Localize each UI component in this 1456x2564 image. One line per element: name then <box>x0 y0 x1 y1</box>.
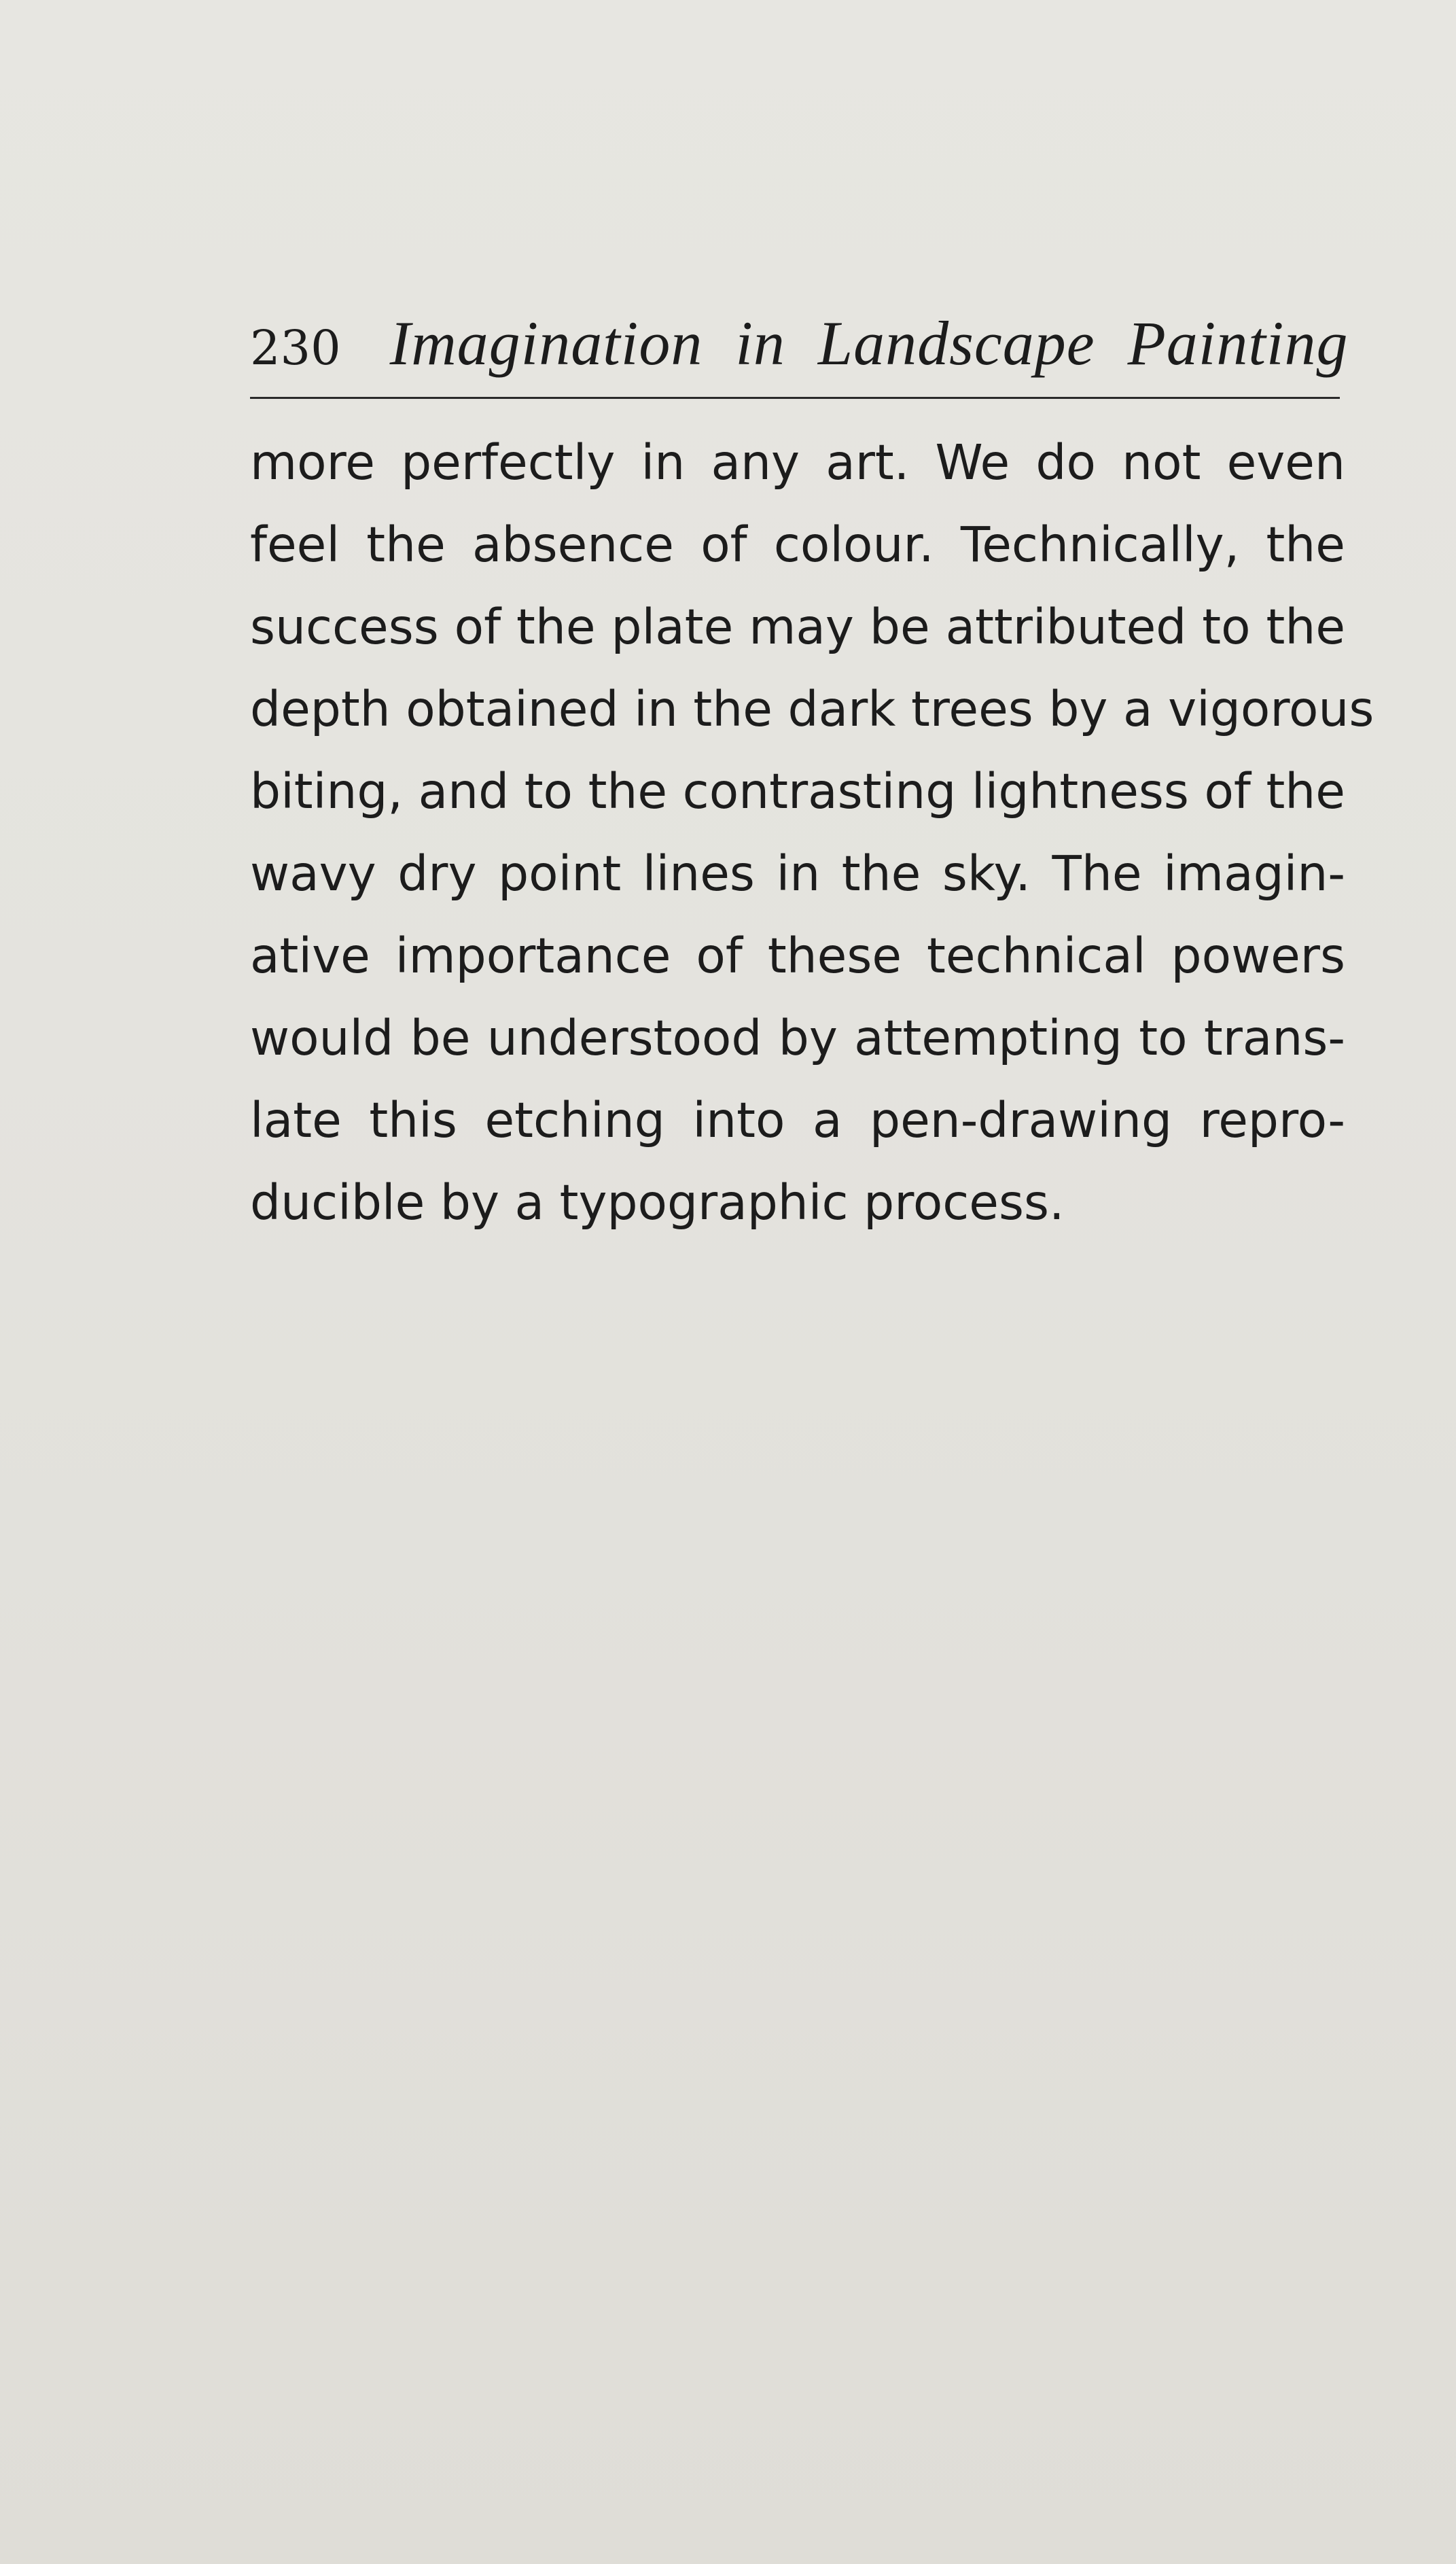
body-paragraph <box>250 421 1374 1244</box>
text-line: ative importance of these technical powers <box>250 928 1345 984</box>
running-head <box>250 307 1349 389</box>
text-line: late this etching into a pen-drawing repro- <box>250 1092 1345 1148</box>
text-line: would be understood by attempting to trans- <box>250 1010 1345 1066</box>
header-rule <box>250 397 1340 399</box>
text-line: biting, and to the contrasting lightness of the <box>250 763 1345 820</box>
running-title: Imagination in Landscape Painting <box>389 309 1349 378</box>
text-line: ducible by a typographic process. <box>250 1174 1065 1231</box>
text-line: success of the plate may be attributed to the <box>250 599 1345 655</box>
text-line: depth obtained in the dark trees by a vigorous <box>250 681 1374 737</box>
page-number: 230 <box>250 320 341 376</box>
text-line: feel the absence of colour. Technically, the <box>250 516 1345 573</box>
text-line: more perfectly in any art. We do not even <box>250 434 1345 491</box>
text-line: wavy dry point lines in the sky. The imagin- <box>250 845 1345 902</box>
